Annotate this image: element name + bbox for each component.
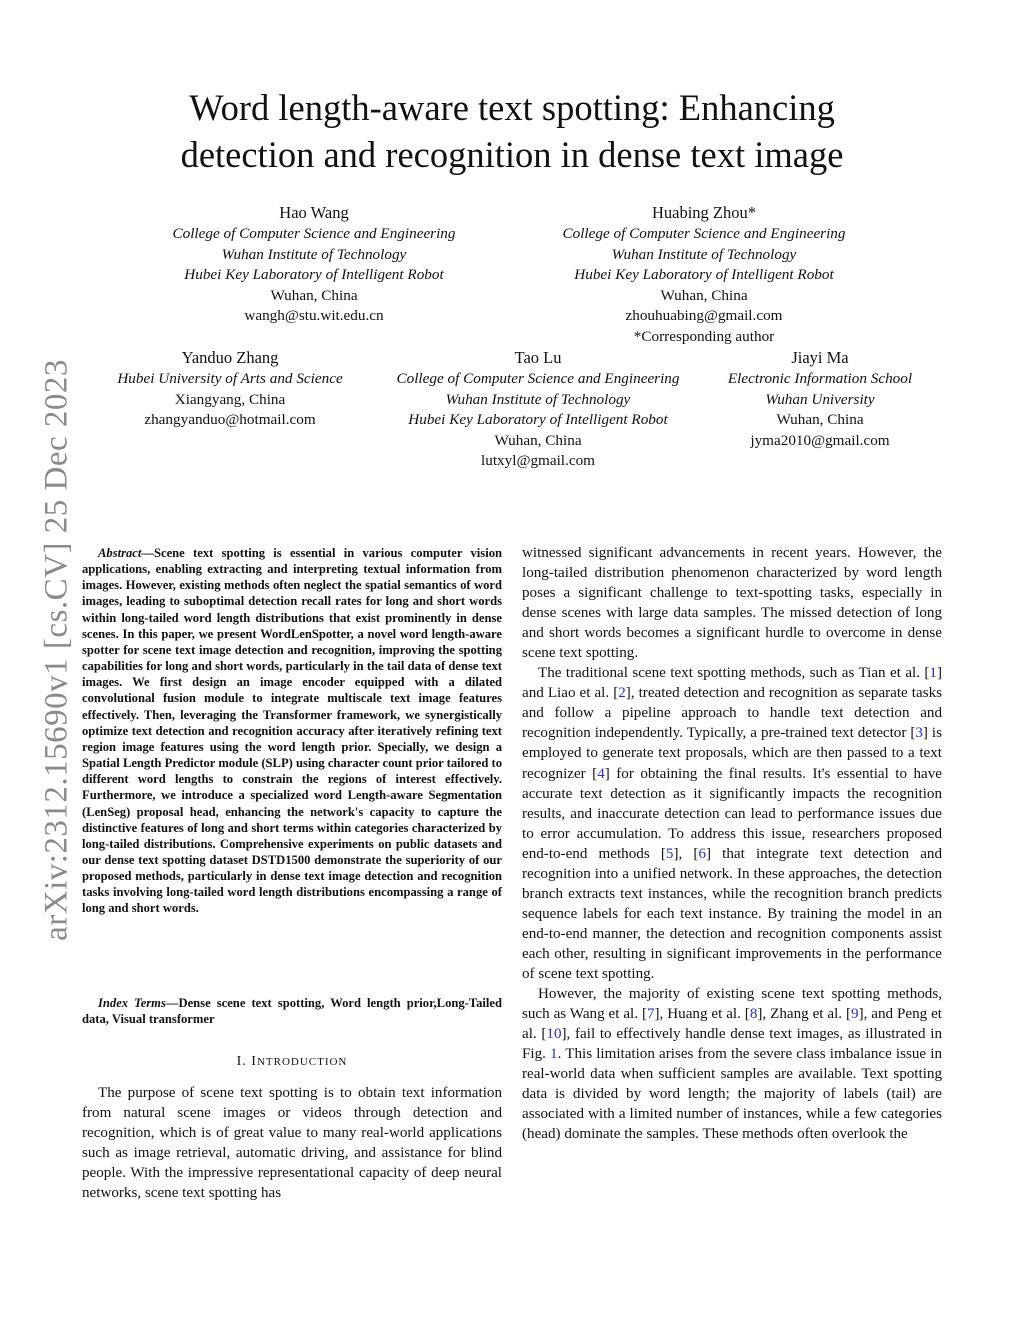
text-run: ] is employed to generate text proposals, which are then passed to a text recognizer [ <box>522 725 942 782</box>
arxiv-side-stamp: arXiv:2312.15690v1 [cs.CV] 25 Dec 2023 <box>38 359 75 941</box>
section-title-rest: NTRODUCTION <box>256 1056 348 1068</box>
author-block-jiayi-ma <box>700 347 940 451</box>
text-run: ] and Liao et al. [ <box>522 665 942 702</box>
citation-link[interactable]: 10 <box>546 1026 562 1043</box>
index-terms <box>82 995 502 1027</box>
author-affiliation: Hubei Key Laboratory of Intelligent Robot <box>408 411 668 429</box>
author-name: Yanduo Zhang <box>181 348 279 367</box>
index-terms-lead: Index Terms— <box>98 996 179 1010</box>
author-affiliation: Wuhan University <box>765 390 875 408</box>
section-number: I. <box>236 1054 247 1069</box>
corresponding-author-note: *Corresponding author <box>633 327 775 345</box>
paper-title-line-1: Word length-aware text spotting: Enhancing <box>189 87 835 128</box>
abstract-lead: Abstract— <box>98 546 154 560</box>
author-affiliation: College of Computer Science and Engineering <box>396 370 680 387</box>
author-location: Wuhan, China <box>660 286 748 304</box>
intro-paragraph: The purpose of scene text spotting is to obtain text information from natural scene images or videos through detection and recognition, which is of great value to many real-world applications such as image retrieval, automatic driving, and assistance for blind people. With the impressive representational capacity of deep neural networks, scene text spotting has <box>82 1085 502 1202</box>
citation-link[interactable]: 7 <box>646 1006 655 1023</box>
abstract <box>82 545 502 917</box>
author-affiliation: Wuhan Institute of Technology <box>611 245 797 263</box>
citation-link[interactable]: 2 <box>618 685 626 702</box>
author-affiliation: College of Computer Science and Engineering <box>172 225 456 242</box>
author-email: zhangyanduo@hotmail.com <box>144 411 316 429</box>
paper-title-line-2: detection and recognition in dense text image <box>180 134 844 175</box>
text-run: ], [ <box>673 845 699 862</box>
body-paragraph: witnessed significant advancements in recent years. However, the long-tailed distribution phenomenon characterized by word length poses a significant challenge to text-spotting tasks, especially in dense scenes with large data samples. The missed detection of long and short words becomes a significant hurdle to overcome in dense scene text spotting. <box>522 545 942 662</box>
author-affiliation: Wuhan Institute of Technology <box>445 390 631 408</box>
text-run: . This limitation arises from the severe class imbalance issue in real-world data when sufficient samples are available. Text spotting data is divided by word length; the majority of labels (tail) are associated with a limited number of instances, while a few categories (head) dominate the samples. These methods often overlook the <box>522 1046 942 1143</box>
author-affiliation: Electronic Information School <box>727 370 913 387</box>
text-run: ], Huang et al. [ <box>654 1006 750 1023</box>
body-paragraph <box>522 663 942 984</box>
citation-link[interactable]: 3 <box>915 725 923 742</box>
author-email: zhouhuabing@gmail.com <box>625 307 783 325</box>
author-name: Tao Lu <box>514 348 562 367</box>
author-location: Wuhan, China <box>494 431 582 449</box>
index-terms-text: Dense scene text spotting, Word length prior,Long-Tailed data, Visual transformer <box>82 996 503 1027</box>
paper-title <box>100 84 924 178</box>
citation-link[interactable]: 4 <box>597 765 605 782</box>
text-run: ] that integrate text detection and recognition into a unified network. In these approaches, the detection branch extracts text instances, while the recognition branch predicts sequence labels for each text instance. By training the model in an end-to-end manner, the detection and recognition components assist each other, resulting in significant improvements in the performance of scene text spotting. <box>522 845 942 982</box>
author-name: Hao Wang <box>279 203 349 222</box>
text-run: The traditional scene text spotting methods, such as Tian et al. [ <box>538 665 930 682</box>
author-block-tao-lu <box>364 347 712 472</box>
author-affiliation: Wuhan Institute of Technology <box>221 245 407 263</box>
section-heading-introduction <box>82 1054 502 1070</box>
abstract-text: Scene text spotting is essential in various computer vision applications, enabling extracting and interpreting textual information from images. However, existing methods often neglect the spatial semantics of word images, leading to suboptimal detection recall rates for long and short words within long-tailed word length distributions that exist prominently in dense scenes. In this paper, we present WordLenSpotter, a novel word length-aware spotter for scene text image detection and recognition, improving the spotting capabilities for long and short words, particularly in the tail data of dense text images. We first design an image encoder equipped with a dilated convolutional fusion module to integrate multiscale text image features effectively. Then, leveraging the Transformer framework, we synergistically optimize text detection and recognition accuracy after iteratively refining text region image features using the word length prior. Specially, we design a Spatial Length Predictor module (SLP) using character count prior tailored to different word lengths to constrain the regions of interest effectively. Furthermore, we introduce a specialized word Length-aware Segmentation (LenSeg) proposal head, enhancing the network's capacity to capture the distinctive features of long and short terms within categories characterized by long-tailed distributions. Comprehensive experiments on public datasets and our dense text spotting dataset DSTD1500 demonstrate the superiority of our proposed methods, particularly in dense text image detection and recognition tasks involving long-tailed word length distributions encompassing a range of long and short words. <box>82 546 503 916</box>
author-name: Jiayi Ma <box>791 348 849 367</box>
text-run: ], fail to effectively handle dense text images, as illustrated in Fig. <box>522 1026 943 1063</box>
text-run: ], Zhang et al. [ <box>757 1006 852 1023</box>
author-affiliation: College of Computer Science and Engineering <box>562 225 846 242</box>
text-run: However, the majority of existing scene text spotting methods, such as Wang et al. [ <box>522 986 942 1023</box>
author-affiliation: Hubei University of Arts and Science <box>117 370 343 387</box>
author-block-hao-wang <box>94 202 534 327</box>
citation-link[interactable]: 1 <box>929 665 937 682</box>
author-location: Xiangyang, China <box>174 390 286 408</box>
citation-link[interactable]: 6 <box>698 845 706 862</box>
author-name: Huabing Zhou* <box>651 203 757 222</box>
author-email: wangh@stu.wit.edu.cn <box>244 307 384 325</box>
author-block-huabing-zhou <box>484 202 924 348</box>
citation-link[interactable]: 9 <box>851 1006 859 1023</box>
author-block-yanduo-zhang <box>90 347 370 431</box>
author-email: lutxyl@gmail.com <box>481 452 595 470</box>
figure-link[interactable]: 1 <box>550 1046 558 1063</box>
author-affiliation: Hubei Key Laboratory of Intelligent Robot <box>574 266 834 284</box>
text-run: ], treated detection and recognition as separate tasks and follow a pipeline approach to handle text detection and recognition independently. Typically, a pre-trained text detector [ <box>522 685 942 742</box>
author-email: jyma2010@gmail.com <box>750 431 890 449</box>
citation-link[interactable]: 8 <box>749 1006 758 1023</box>
text-run: ] for obtaining the final results. It's essential to have accurate text detection as it significantly impacts the recognition results, and inaccurate detection can lead to performance issues due to error accumulation. To address this issue, researchers proposed end-to-end methods [ <box>522 765 943 862</box>
author-affiliation: Hubei Key Laboratory of Intelligent Robot <box>184 266 444 284</box>
citation-link[interactable]: 5 <box>665 845 674 862</box>
section-title-initial: I <box>251 1054 257 1069</box>
author-location: Wuhan, China <box>270 286 358 304</box>
body-paragraph <box>522 984 942 1144</box>
author-location: Wuhan, China <box>776 411 864 429</box>
text-run: ], and Peng et al. [ <box>522 1006 942 1043</box>
right-column <box>522 543 942 1144</box>
